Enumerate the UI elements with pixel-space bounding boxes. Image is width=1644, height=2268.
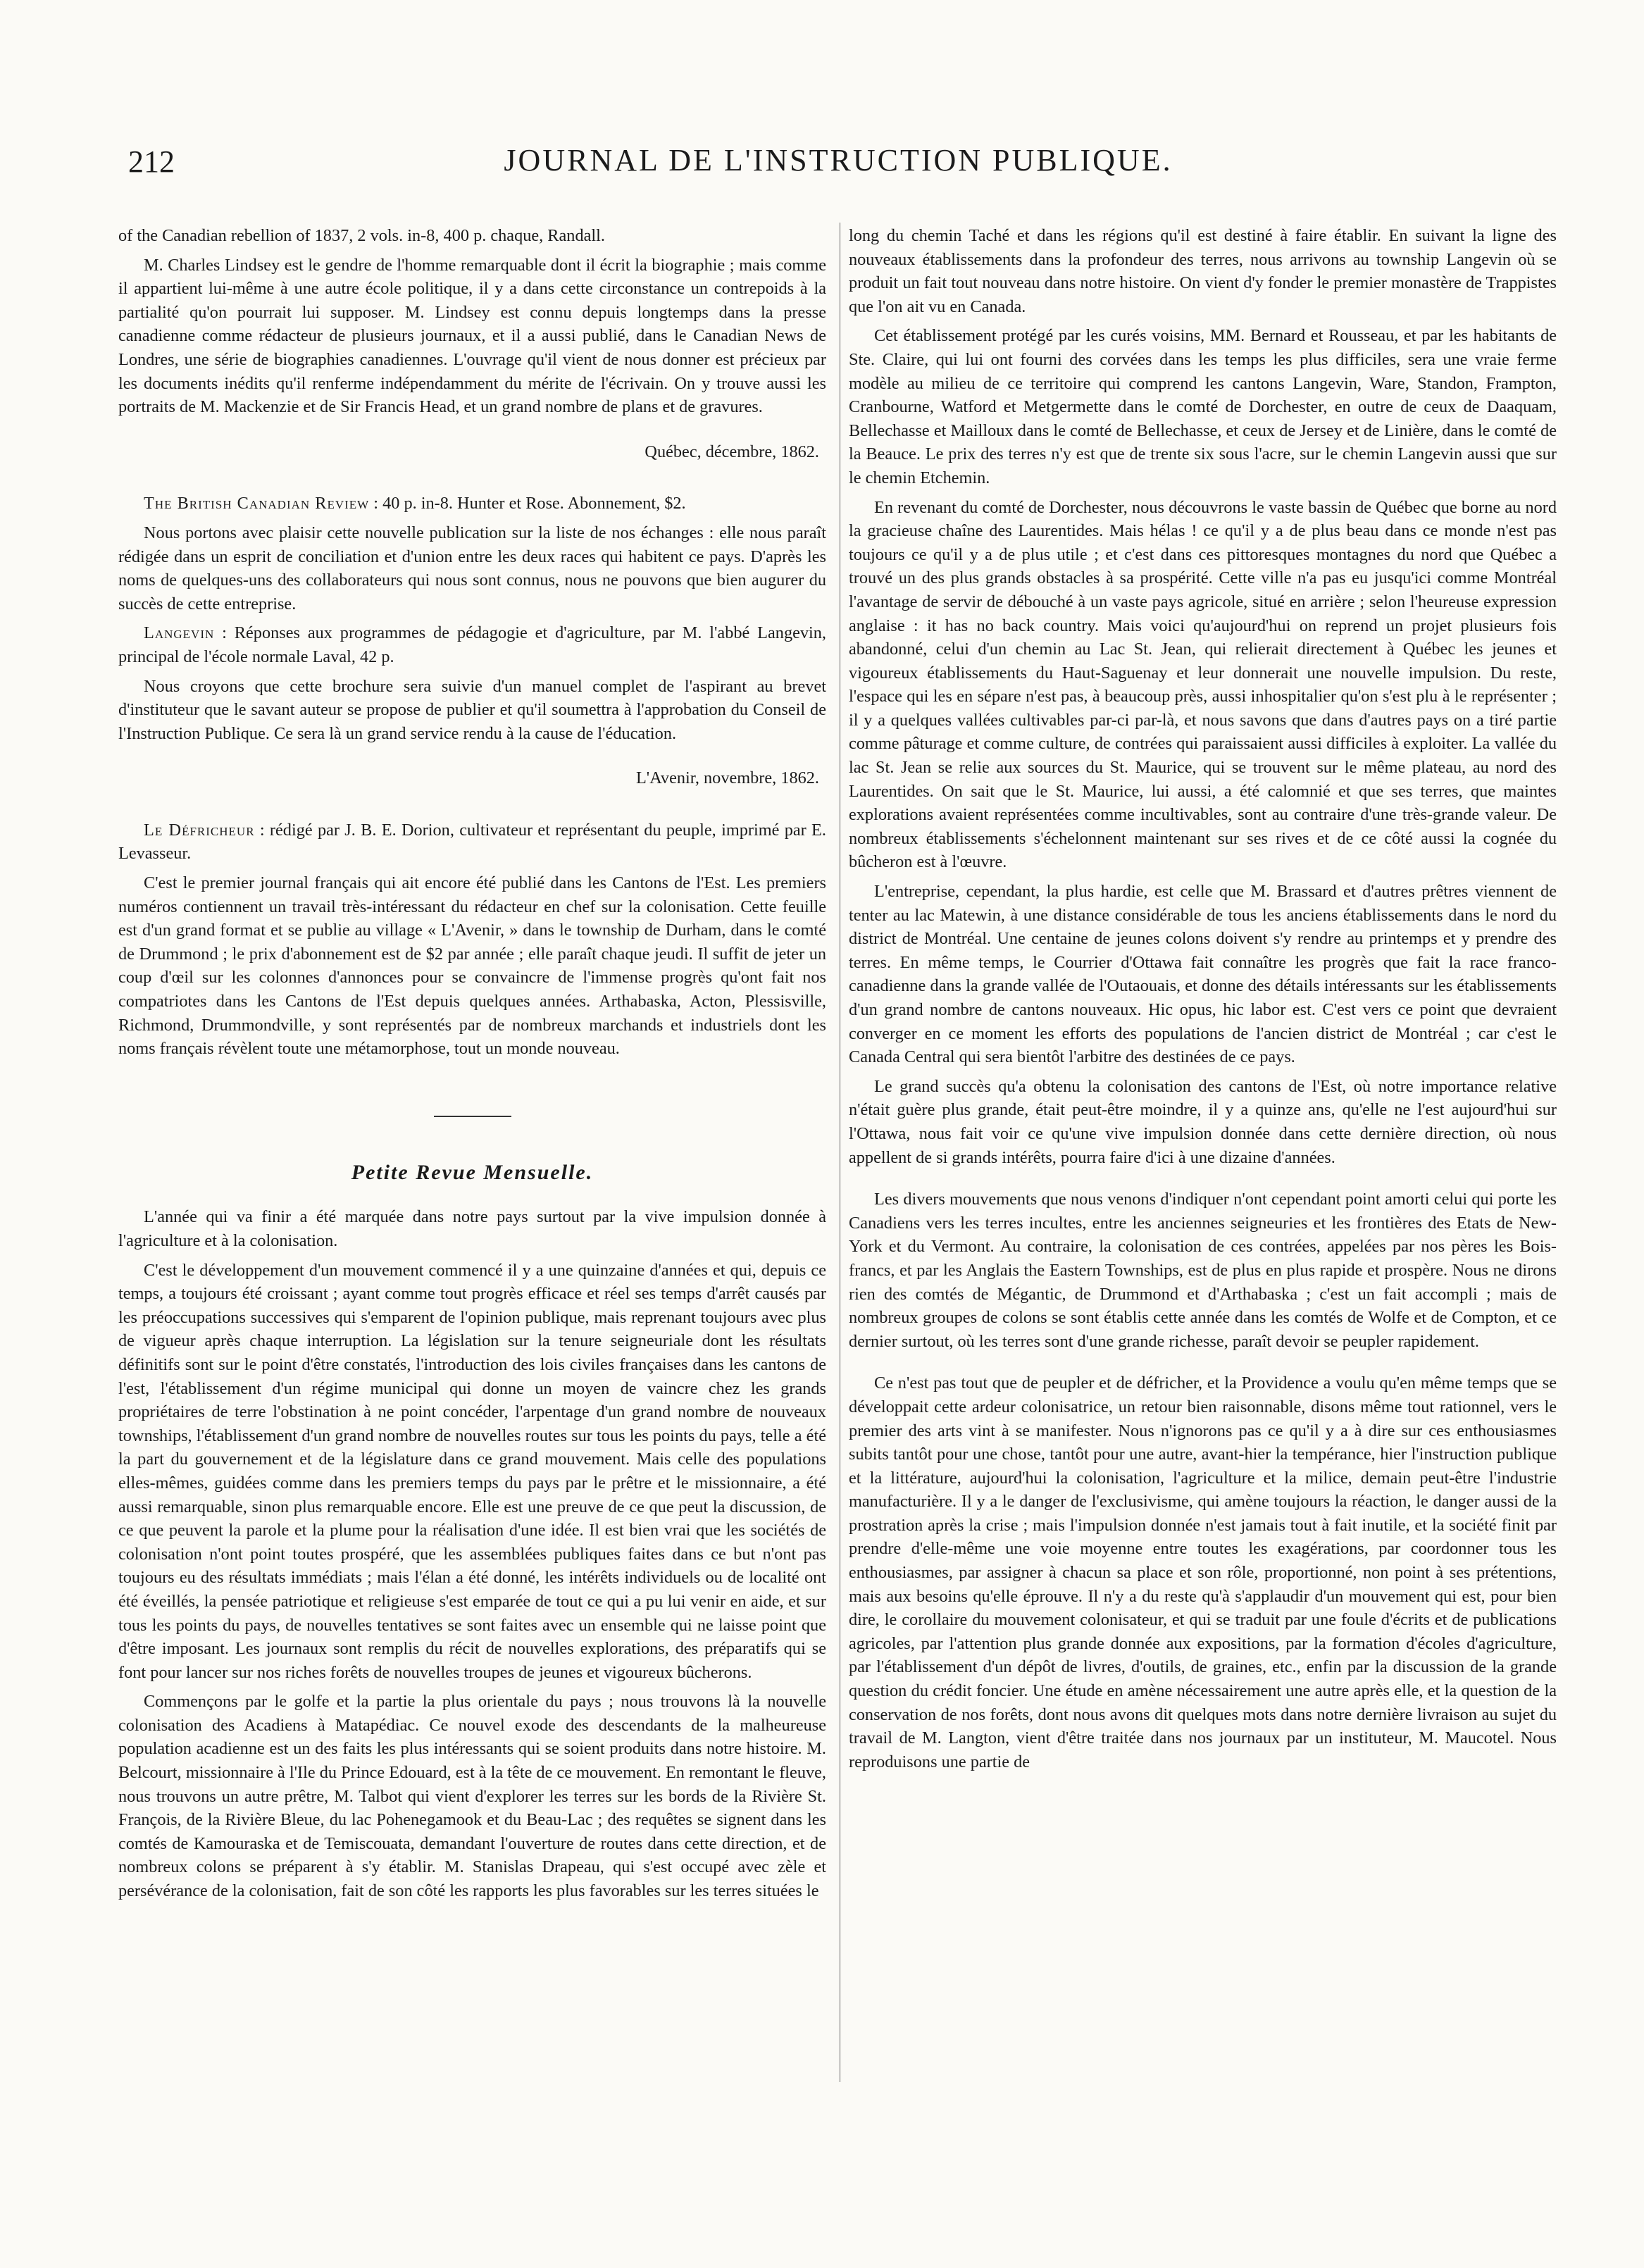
paragraph: M. Charles Lindsey est le gendre de l'homme remarquable dont il écrit la biographie ; mais comme il appartient lui-même à une autre école politique, il y a dans cette circonstance un contrepoids à la partialité qu'on pourrait lui supposer. M. Lindsey est connu depuis longtemps dans la presse canadienne comme rédacteur de plusieurs journaux, et il a aussi publié, dans le Canadian News de Londres, une série de biographies canadiennes. L'ouvrage qu'il vient de nous donner est précieux par les documents inédits qu'il renferme indépendamment du mérite de l'écrivain. On y trouve aussi les portraits de M. Mackenzie et de Sir Francis Head, et un grand nombre de plans et de gravures.: [118, 255, 826, 417]
signature: L'Avenir, novembre, 1862.: [635, 768, 819, 788]
right-column: [849, 224, 1557, 1779]
page-header: [120, 138, 1557, 187]
paragraph: Le grand succès qu'a obtenu la colonisation des cantons de l'Est, où notre importance relative n'était guère plus grande, était peut-être moindre, il y a quinze ans, qu'elle ne l'est aujourd'hui sur l'Ottawa, nous fait voir ce qu'une vive impulsion donnée dans cette dernière direction, où nous appellent de si grands intérêts, pourra faire d'ici à une dizaine d'années.: [849, 1076, 1557, 1167]
review-entry: [118, 621, 826, 668]
paragraph: Commençons par le golfe et la partie la plus orientale du pays ; nous trouvons là la nouvelle colonisation des Acadiens à Matapédiac. Ce nouvel exode des descendants de la malheureuse population acadienne est un des faits les plus intéressants qui se soient produits dans notre histoire. M. Belcourt, missionnaire à l'Ile du Prince Edouard, est à la tête de ce mouvement. En remontant le fleuve, nous trouvons un autre prêtre, M. Talbot qui vient d'explorer les terres sur les bords de la Rivière St. François, de la Rivière Bleue, du lac Pohenegamook et du Beau-Lac ; des requêtes se signent dans les comtés de Kamouraska et de Temiscouata, demandant l'ouverture de routes dans cette direction, et de nombreux colons se préparent à s'y établir. M. Stanislas Drapeau, qui s'est occupé avec zèle et persévérance de la colonisation, fait de son côté les rapports les plus favorables sur les terres situées le: [118, 1692, 826, 1901]
review-title: Le Défricheur: [144, 820, 255, 840]
paragraph: L'entreprise, cependant, la plus hardie, est celle que M. Brassard et d'autres prêtres viennent de tenter au lac Matewin, à une distance considérable de tous les anciens établissements dans le nord du district de Montréal. Une centaine de jeunes colons doivent s'y rendre au printemps et y prendre des terres. En même temps, le Courrier d'Ottawa fait connaître les progrès que fait la race franco-canadienne dans la grande vallée de l'Outaouais, et donne des détails intéressants sur les établissements d'un grand nombre de cantons nouveaux. Hic opus, hic labor est. C'est vers ce point que devraient converger en ce moment les efforts des populations de l'ancien district de Montréal ; car c'est le Canada Central qui sera bientôt l'arbitre des destinées de ce pays.: [849, 882, 1557, 1067]
review-details: : Réponses aux programmes de pédagogie et d'agriculture, par M. l'abbé Langevin, principal de l'école normale Laval, 42 p.: [118, 623, 826, 666]
section-separator: [434, 1116, 511, 1117]
paragraph: Nous croyons que cette brochure sera suivie d'un manuel complet de l'aspirant au brevet d'instituteur que le savant auteur se propose de publier et qu'il soumettra à l'approbation du Conseil de l'Instruction Publique. Ce sera là un grand service rendu à la cause de l'éducation.: [118, 676, 826, 743]
review-details: : 40 p. in-8. Hunter et Rose. Abonnement, $2.: [369, 494, 686, 513]
paragraph: Les divers mouvements que nous venons d'indiquer n'ont cependant point amorti celui qui porte les Canadiens vers les terres incultes, entre les anciennes seigneuries et les frontières des Etats de New-York et du Vermont. Au contraire, la colonisation de ces contrées, appelées par nos pères les Bois-francs, et par les Anglais the Eastern Townships, est de plus en plus rapide et prospère. Nous ne dirons rien des comtés de Mégantic, de Drummond et d'Arthabaska ; c'est un fait accompli ; mais de nombreux groupes de colons se sont établis cette année dans les comtés de Wolfe et de Compton, et ce dernier surtout, où les terres sont d'une grande richesse, paraît devoir se peupler rapidement.: [849, 1190, 1557, 1351]
review-title: The British Canadian Review: [144, 494, 370, 513]
review-entry: [118, 492, 826, 516]
paragraph: of the Canadian rebellion of 1837, 2 vols. in-8, 400 p. chaque, Randall.: [118, 226, 605, 245]
review-title: Langevin: [144, 623, 215, 643]
review-entry: [118, 818, 826, 866]
section-title: Petite Revue Mensuelle.: [351, 1160, 594, 1184]
page-number: 212: [128, 144, 175, 179]
paragraph: Nous portons avec plaisir cette nouvelle publication sur la liste de nos échanges : elle nous paraît rédigée dans un esprit de conciliation et d'union entre les deux races qui habitent ce pays. D'après les noms de quelques-uns des collaborateurs qui nous sont connus, nous ne pouvons que bien augurer du succès de cette entreprise.: [118, 523, 826, 613]
running-title: JOURNAL DE L'INSTRUCTION PUBLIQUE.: [504, 143, 1173, 177]
paragraph: Ce n'est pas tout que de peupler et de défricher, et la Providence a voulu qu'en même temps que se développait cette ardeur colonisatrice, un retour bien raisonnable, disons même tout rationnel, vers le premier des arts vint à se manifester. Nous n'ignorons pas ce qu'il y a à dire sur ces enthousiasmes subits tantôt pour une chose, tantôt pour une autre, avant-hier la tempérance, hier l'instruction publique et la littérature, aujourd'hui la colonisation, l'agriculture et la milice, demain peut-être l'industrie manufacturière. Il y a le danger de l'exclusivisme, qui amène toujours la réaction, le danger aussi de la prostration après la crise ; mais l'impulsion donnée n'est jamais tout à fait inutile, et la société finit par prendre d'elle-même une voie moyenne entre toutes les exagérations, par coordonner tous les enthousiasmes, par assigner à chacun sa place et son rôle, proportionné, non point à ses prétentions, mais aux besoins qu'elle éprouve. Il n'y a du reste qu'à s'applaudir d'un mouvement qui est, pour bien dire, le corollaire du mouvement colonisateur, et qui se traduit par une foule d'écrits et de publications agricoles, par l'attention plus grande donnée aux expositions, par la formation d'écoles d'agriculture, par l'établissement d'un dépôt de livres, d'outils, de graines, etc., enfin par la discussion de la grande question du crédit foncier. Une étude en amène nécessairement une autre après elle, et la question de la conservation de nos forêts, dont nous avons dit quelques mots dans notre dernière livraison au sujet du travail de M. Langton, vient d'être traitée dans nos journaux par un instituteur, M. Maucotel. Nous reproduisons une partie de: [849, 1373, 1557, 1771]
left-column: [118, 224, 826, 1909]
review-details: : rédigé par J. B. E. Dorion, cultivateur et représentant du peuple, imprimé par E. Levasseur.: [118, 820, 826, 864]
paragraph: long du chemin Taché et dans les régions qu'il est destiné à faire établir. En suivant la ligne des nouveaux établissements dans la profondeur des terres, nous arrivons au township Langevin où se produit un fait tout nouveau dans notre histoire. On vient d'y fonder le premier monastère de Trappistes que l'on ait vu en Canada.: [849, 226, 1557, 316]
paragraph: C'est le développement d'un mouvement commencé il y a une quinzaine d'années et qui, depuis ce temps, a toujours été croissant ; ayant comme tout progrès efficace et réel ses temps d'arrêt causés par les préoccupations successives qui s'emparent de l'opinion publique, mais reprenant toujours avec plus de vigueur après chaque interruption. La législation sur la tenure seigneuriale dont les résultats définitifs sont sur le point d'être constatés, l'introduction des lois civiles françaises dans les cantons de l'est, l'établissement d'un régime municipal qui donne un moyen de vaincre chez les grands propriétaires de terre l'obstination à ne point concéder, l'arpentage d'un grand nombre de nouveaux townships, l'établissement d'un grand nombre de nouvelles routes sur tous les points du pays, telle a été la part du gouvernement et de la législature dans ce grand mouvement. Mais celle des populations elles-mêmes, guidées comme dans les premiers temps du pays par le prêtre et le missionnaire, a été aussi remarquable, sinon plus remarquable encore. Elle est une preuve de ce que peut la discussion, de ce que peuvent la parole et la plume pour la réalisation d'une idée. Il est bien vrai que les sociétés de colonisation n'ont point toutes prospéré, que les assemblées publiques faites dans ce but n'ont pas toujours eu des résultats immédiats ; mais l'élan a été donné, les intérêts individuels ou de localité ont été éveillés, la pensée patriotique et religieuse s'est emparée de tout ce qui a pu lui venir en aide, et sur tous les points du pays, de nouvelles tentatives se sont faites avec un ensemble qui ne laisse point que d'être imposant. Les journaux sont remplis du récit de nouvelles explorations, des préparatifs qui se font pour lancer sur nos riches forêts de nouvelles troupes de jeunes et vigoureux bûcherons.: [118, 1260, 826, 1682]
paragraph: En revenant du comté de Dorchester, nous découvrons le vaste bassin de Québec que borne au nord la gracieuse chaîne des Laurentides. Mais hélas ! ce qu'il y a de plus beau dans ce monde n'est pas toujours ce qu'il y a de plus utile ; et c'est dans ces pittoresques montagnes du nord que Québec a trouvé un des plus grands obstacles à sa prospérité. Cette ville n'a pas eu jusqu'ici comme Montréal l'avantage de servir de débouché à un vaste pays agricole, situé en arrière ; selon l'heureuse expression anglaise : it has no back country. Mais voici qu'aujourd'hui on reprend un projet plusieurs fois abandonné, celui d'un chemin au Lac St. Jean, qui relierait directement à Québec les jeunes et vigoureux établissements du Haut-Saguenay et leur donnerait une nouvelle impulsion. Du reste, l'espace qui les en sépare n'est pas, à beaucoup près, aussi inhospitalier qu'on s'est plu à le représenter ; il y a quelques vallées cultivables par-ci par-là, et nous savons que dans d'autres pays on a tiré partie comme pâturage et comme culture, de contrées qui paraissaient aussi difficiles à exploiter. La vallée du lac St. Jean se relie aux sources du St. Maurice, qui se trouvent sur le même plateau, au nord des Laurentides. On sait que le St. Maurice, lui aussi, a été calomnié et que ses terres, que maintes explorations avaient représentées comme incultivables, sont au contraire d'une très-grande valeur. De nombreux établissements s'échelonnent maintenant sur ses rives et de ce côté aussi la cognée du bûcheron est à l'œuvre.: [849, 497, 1557, 872]
paragraph: L'année qui va finir a été marquée dans notre pays surtout par la vive impulsion donnée à l'agriculture et à la colonisation.: [118, 1207, 826, 1250]
paragraph: C'est le premier journal français qui ait encore été publié dans les Cantons de l'Est. Les premiers numéros contiennent un travail très-intéressant du rédacteur en chef sur la colonisation. Cette feuille est d'un grand format et se publie au village « L'Avenir, » dans le township de Durham, dans le comté de Drummond ; le prix d'abonnement est de $2 par année ; elle paraît chaque jeudi. Il suffit de jeter un coup d'œil sur les colonnes d'annonces pour se convaincre de l'immense progrès qu'ont fait nos compatriotes dans les Cantons de l'Est depuis quelques années. Arthabaska, Acton, Plessisville, Richmond, Drummondville, y sont représentés par de nombreux marchands et industriels dont les noms français révèlent toute une métamorphose, tout un monde nouveau.: [118, 873, 826, 1059]
paragraph: Cet établissement protégé par les curés voisins, MM. Bernard et Rousseau, et par les habitants de Ste. Claire, qui lui ont fourni des corvées dans les temps les plus difficiles, sera une vraie ferme modèle au milieu de ce territoire qui comprend les cantons Langevin, Ware, Standon, Frampton, Cranbourne, Watford et Metgermette dans le comté de Dorchester, en outre de ceux de Daaquam, Bellechasse et Mailloux dans le comté de Bellechasse, et ceux de Jersey et de Linière, dans le comté de la Beauce. Le prix des terres n'y est que de trente six sous l'acre, sur le chemin Langevin aussi que sur le chemin Etchemin.: [849, 326, 1557, 487]
signature: Québec, décembre, 1862.: [644, 442, 819, 461]
